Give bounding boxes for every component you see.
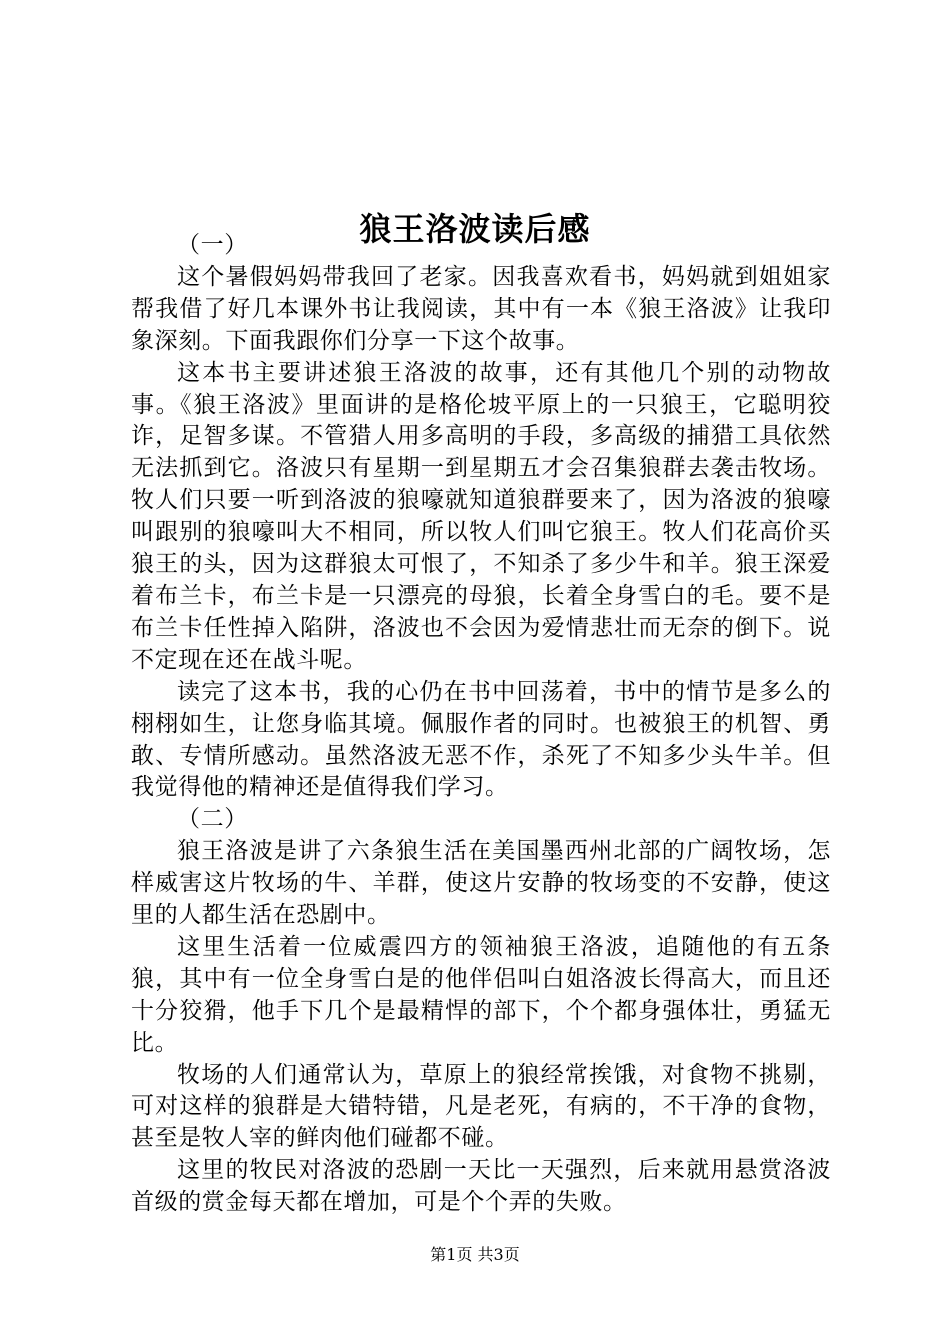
paragraph: 狼王洛波是讲了六条狼生活在美国墨西州北部的广阔牧场，怎样威害这片牧场的牛、羊群，使这片安静的牧场变的不安静，使这里的人都生活在恐剧中。	[131, 838, 831, 929]
paragraph: 这个暑假妈妈带我回了老家。因我喜欢看书，妈妈就到姐姐家帮我借了好几本课外书让我阅读，其中有一本《狼王洛波》让我印象深刻。下面我跟你们分享一下这个故事。	[131, 263, 831, 354]
document-body	[131, 230, 831, 1219]
paragraph: 牧场的人们通常认为，草原上的狼经常挨饿，对食物不挑剔，可对这样的狼群是大错特错，凡是老死，有病的，不干净的食物，甚至是牧人宰的鲜肉他们碰都不碰。	[131, 1061, 831, 1152]
paragraph: 读完了这本书，我的心仍在书中回荡着，书中的情节是多么的栩栩如生，让您身临其境。佩服作者的同时。也被狼王的机智、勇敢、专情所感动。虽然洛波无恶不作，杀死了不知多少头牛羊。但我觉得他的精神还是值得我们学习。	[131, 678, 831, 801]
section-heading-1: （一）	[177, 232, 248, 258]
document-title: 狼王洛波读后感	[359, 210, 591, 249]
paragraph: 这里的牧民对洛波的恐剧一天比一天强烈，后来就用悬赏洛波首级的赏金每天都在增加，可是个个弄的失败。	[131, 1157, 831, 1216]
page-number-footer: 第1页 共3页	[430, 1245, 520, 1264]
paragraph: 这里生活着一位威震四方的领袖狼王洛波，追随他的有五条狼，其中有一位全身雪白是的他伴侣叫白姐洛波长得高大，而且还十分狡猾，他手下几个是最精悍的部下，个个都身强体壮，勇猛无比。	[131, 933, 831, 1056]
paragraph: 这本书主要讲述狼王洛波的故事，还有其他几个别的动物故事。《狼王洛波》里面讲的是格伦坡平原上的一只狼王，它聪明狡诈，足智多谋。不管猎人用多高明的手段，多高级的捕猎工具依然无法抓到它。洛波只有星期一到星期五才会召集狼群去袭击牧场。牧人们只要一听到洛波的狼嚎就知道狼群要来了，因为洛波的狼嚎叫跟别的狼嚎叫大不相同，所以牧人们叫它狼王。牧人们花高价买狼王的头，因为这群狼太可恨了，不知杀了多少牛和羊。狼王深爱着布兰卡，布兰卡是一只漂亮的母狼，长着全身雪白的毛。要不是布兰卡任性掉入陷阱，洛波也不会因为爱情悲壮而无奈的倒下。说不定现在还在战斗呢。	[131, 359, 831, 673]
section-heading-2: （二）	[177, 806, 248, 833]
